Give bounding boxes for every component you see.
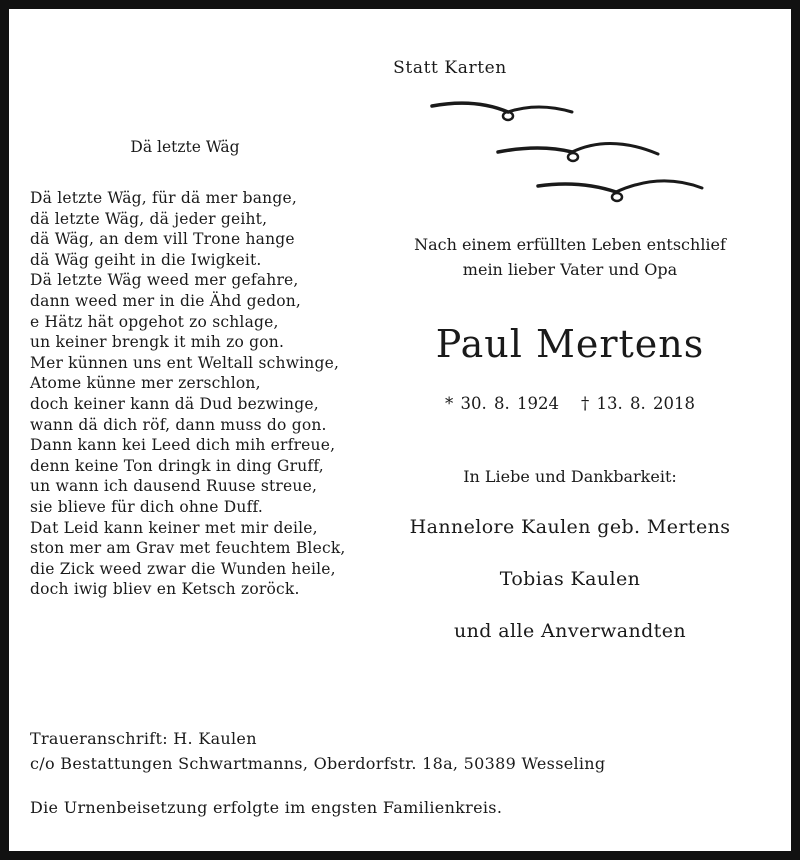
intro-text [370,232,770,282]
header-statt-karten: Statt Karten [393,58,507,78]
mourning-address [30,726,770,776]
poem-line: e Hätz hät opgehot zo schlage, [30,312,279,331]
intro-line: Nach einem erfüllten Leben entschlief [414,235,726,254]
poem-line: sie blieve für dich ohne Duff. [30,497,264,516]
mourner-name: und alle Anverwandten [454,620,686,642]
poem-line: un wann ich dausend Ruuse streue, [30,477,318,496]
life-dates [370,394,770,413]
poem-line: doch keiner kann dä Dud bezwinge, [30,394,319,413]
deceased-name: Paul Mertens [435,322,705,366]
intro-line: mein lieber Vater und Opa [462,260,678,279]
poem-title: Dä letzte Wäg [130,138,240,156]
thanks-line: In Liebe und Dankbarkeit: [463,467,677,486]
address-line: Traueranschrift: H. Kaulen [30,729,257,748]
poem-line: Dä letzte Wäg, für dä mer bange, [30,189,297,207]
poem-line: denn keine Ton dringk in ding Gruff, [30,456,324,475]
poem-line: Atome künne mer zerschlon, [30,374,261,393]
poem-line: dä Wäg, an dem vill Trone hange [30,230,295,249]
poem-line: wann dä dich röf, dann muss do gon. [30,415,327,434]
birds-icon [420,90,710,220]
poem-line: dä Wäg geiht in die Iwigkeit. [30,250,262,269]
mourner-name: Tobias Kaulen [499,568,641,590]
address-line: c/o Bestattungen Schwartmanns, Oberdorfstr. 18a, 50389 Wesseling [30,754,606,773]
burial-note: Die Urnenbeisetzung erfolgte im engsten Familienkreis. [30,798,503,817]
poem-body [30,188,370,600]
poem-line: ston mer am Grav met feuchtem Bleck, [30,539,346,558]
mourner-name: Hannelore Kaulen geb. Mertens [409,516,731,538]
poem-line: die Zick weed zwar die Wunden heile, [30,559,336,578]
poem-line: Dä letzte Wäg weed mer gefahre, [30,271,299,290]
poem-line: doch iwig bliev en Ketsch zoröck. [30,580,300,599]
death-date: † 13. 8. 2018 [581,394,695,413]
poem-line: dann weed mer in die Ähd gedon, [30,291,302,310]
poem-line: dä letzte Wäg, dä jeder geiht, [30,209,268,228]
poem-line: Dat Leid kann keiner met mir deile, [30,518,318,537]
poem-line: Dann kann kei Leed dich mih erfreue, [30,436,336,455]
poem-line: un keiner brengk it mih zo gon. [30,333,285,352]
poem-line: Mer künnen uns ent Weltall schwinge, [30,353,340,372]
birth-date: * 30. 8. 1924 [445,394,559,413]
